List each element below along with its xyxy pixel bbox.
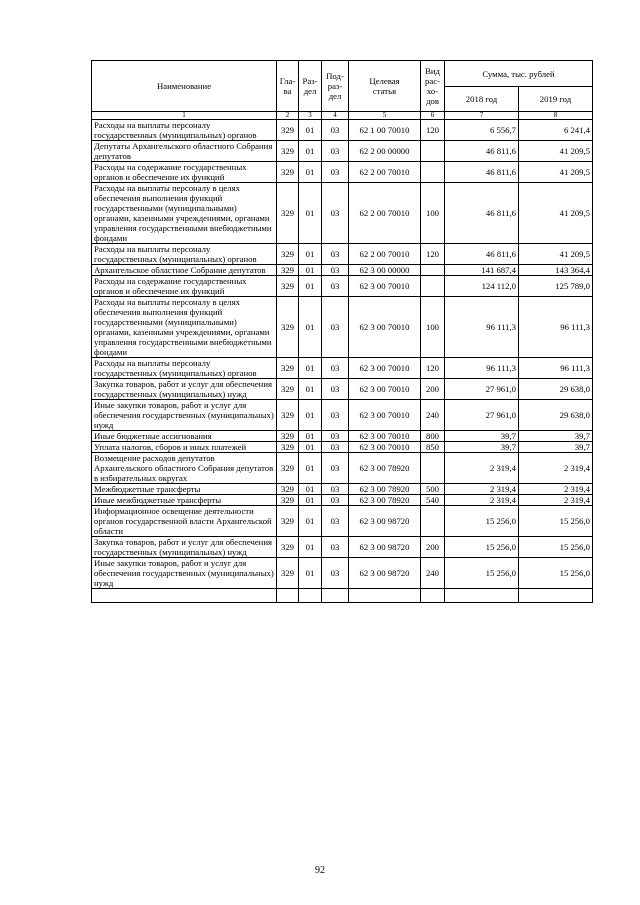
table-header — [92, 61, 593, 120]
cell-name: Иные закупки товаров, работ и услуг для обеспечения государственных (муниципальных) нужд — [92, 400, 277, 431]
empty-cell — [92, 589, 277, 603]
table-row — [92, 358, 593, 379]
cell-glava: 329 — [277, 297, 299, 358]
table-row — [92, 276, 593, 297]
cell-vid: 200 — [421, 537, 445, 558]
cell-glava: 329 — [277, 183, 299, 244]
cell-2019: 96 111,3 — [519, 297, 593, 358]
cell-2018: 15 256,0 — [445, 537, 519, 558]
cell-2019: 2 319,4 — [519, 484, 593, 495]
table-row — [92, 297, 593, 358]
cell-podrazdel: 03 — [322, 453, 349, 484]
table-row — [92, 379, 593, 400]
cell-2019: 39,7 — [519, 442, 593, 453]
cell-razdel: 01 — [299, 537, 322, 558]
header-glava-text: Гла- ва — [279, 76, 296, 96]
colnum-1: 1 — [92, 112, 277, 120]
cell-target: 62 3 00 70010 — [349, 379, 421, 400]
budget-table — [91, 60, 593, 603]
table-row — [92, 400, 593, 431]
cell-razdel: 01 — [299, 141, 322, 162]
cell-razdel: 01 — [299, 484, 322, 495]
cell-name: Закупка товаров, работ и услуг для обеспечения государственных (муниципальных) нужд — [92, 379, 277, 400]
cell-glava: 329 — [277, 442, 299, 453]
cell-vid: 120 — [421, 244, 445, 265]
table-row — [92, 537, 593, 558]
header-vid-text: Вид рас- хо- дов — [425, 66, 440, 106]
cell-razdel: 01 — [299, 265, 322, 276]
cell-target: 62 3 00 98720 — [349, 506, 421, 537]
colnum-3: 3 — [299, 112, 322, 120]
cell-vid: 800 — [421, 431, 445, 442]
cell-2018: 2 319,4 — [445, 495, 519, 506]
cell-podrazdel: 03 — [322, 442, 349, 453]
cell-podrazdel: 03 — [322, 183, 349, 244]
cell-name: Архангельское областное Собрание депутатов — [92, 265, 277, 276]
cell-2019: 29 638,0 — [519, 379, 593, 400]
cell-target: 62 3 00 78920 — [349, 484, 421, 495]
colnum-6: 6 — [421, 112, 445, 120]
cell-target: 62 3 00 98720 — [349, 558, 421, 589]
cell-podrazdel: 03 — [322, 495, 349, 506]
cell-2018: 39,7 — [445, 442, 519, 453]
cell-vid: 120 — [421, 358, 445, 379]
cell-2018: 46 811,6 — [445, 162, 519, 183]
cell-vid: 500 — [421, 484, 445, 495]
cell-podrazdel: 03 — [322, 358, 349, 379]
cell-2019: 15 256,0 — [519, 506, 593, 537]
cell-podrazdel: 03 — [322, 244, 349, 265]
table-row — [92, 244, 593, 265]
cell-podrazdel: 03 — [322, 484, 349, 495]
cell-name: Иные межбюджетные трансферты — [92, 495, 277, 506]
empty-cell — [322, 589, 349, 603]
cell-name: Расходы на выплаты персоналу государственных (муниципальных) органов — [92, 358, 277, 379]
cell-vid — [421, 453, 445, 484]
cell-name: Закупка товаров, работ и услуг для обеспечения государственных (муниципальных) нужд — [92, 537, 277, 558]
cell-razdel: 01 — [299, 442, 322, 453]
cell-glava: 329 — [277, 431, 299, 442]
cell-2018: 2 319,4 — [445, 484, 519, 495]
cell-target: 62 3 00 70010 — [349, 442, 421, 453]
cell-podrazdel: 03 — [322, 379, 349, 400]
cell-razdel: 01 — [299, 379, 322, 400]
cell-name: Информационное освещение деятельности органов государственной власти Архангельской области — [92, 506, 277, 537]
cell-vid: 850 — [421, 442, 445, 453]
cell-glava: 329 — [277, 141, 299, 162]
cell-2018: 46 811,6 — [445, 183, 519, 244]
cell-vid: 240 — [421, 558, 445, 589]
cell-target: 62 3 00 70010 — [349, 431, 421, 442]
cell-2018: 96 111,3 — [445, 297, 519, 358]
cell-razdel: 01 — [299, 495, 322, 506]
cell-podrazdel: 03 — [322, 506, 349, 537]
cell-2019: 15 256,0 — [519, 537, 593, 558]
cell-name: Расходы на выплаты персоналу в целях обеспечения выполнения функций государственными (муниципальными) органами, казенными учреждениями, органами управления государственными внебюджетными фондами — [92, 297, 277, 358]
cell-glava: 329 — [277, 558, 299, 589]
cell-name: Иные закупки товаров, работ и услуг для обеспечения государственных (муниципальных) нужд — [92, 558, 277, 589]
table-row — [92, 453, 593, 484]
table-row — [92, 265, 593, 276]
cell-2018: 27 961,0 — [445, 400, 519, 431]
cell-vid: 200 — [421, 379, 445, 400]
header-vid — [421, 61, 445, 112]
table-row — [92, 183, 593, 244]
cell-2019: 125 789,0 — [519, 276, 593, 297]
cell-name: Иные бюджетные ассигнования — [92, 431, 277, 442]
cell-vid: 540 — [421, 495, 445, 506]
cell-name: Расходы на выплаты персоналу государственных (муниципальных) органов — [92, 244, 277, 265]
cell-podrazdel: 03 — [322, 537, 349, 558]
cell-2019: 6 241,4 — [519, 120, 593, 141]
empty-cell — [349, 589, 421, 603]
cell-razdel: 01 — [299, 358, 322, 379]
cell-razdel: 01 — [299, 431, 322, 442]
cell-razdel: 01 — [299, 183, 322, 244]
cell-razdel: 01 — [299, 400, 322, 431]
table-row — [92, 120, 593, 141]
cell-name: Расходы на содержание государственных органов и обеспечение их функций — [92, 162, 277, 183]
cell-glava: 329 — [277, 244, 299, 265]
table-row — [92, 162, 593, 183]
cell-name: Расходы на содержание государственных органов и обеспечение их функций — [92, 276, 277, 297]
cell-glava: 329 — [277, 162, 299, 183]
cell-glava: 329 — [277, 484, 299, 495]
cell-name: Депутаты Архангельского областного Собрания депутатов — [92, 141, 277, 162]
cell-target: 62 3 00 70010 — [349, 358, 421, 379]
cell-target: 62 3 00 98720 — [349, 537, 421, 558]
empty-cell — [421, 589, 445, 603]
cell-podrazdel: 03 — [322, 558, 349, 589]
cell-name: Межбюджетные трансферты — [92, 484, 277, 495]
header-razdel — [299, 61, 322, 112]
cell-glava: 329 — [277, 120, 299, 141]
cell-target: 62 1 00 70010 — [349, 120, 421, 141]
cell-target: 62 3 00 70010 — [349, 276, 421, 297]
cell-target: 62 3 00 78920 — [349, 495, 421, 506]
table-row — [92, 506, 593, 537]
header-sum: Сумма, тыс. рублей — [445, 61, 593, 87]
header-target-text: Целевая статья — [369, 76, 400, 96]
colnum-8: 8 — [519, 112, 593, 120]
cell-glava: 329 — [277, 276, 299, 297]
cell-glava: 329 — [277, 265, 299, 276]
header-year-2018: 2018 год — [445, 87, 519, 112]
header-target — [349, 61, 421, 112]
table-body — [92, 120, 593, 603]
cell-glava: 329 — [277, 379, 299, 400]
cell-podrazdel: 03 — [322, 297, 349, 358]
cell-name: Уплата налогов, сборов и иных платежей — [92, 442, 277, 453]
cell-2019: 29 638,0 — [519, 400, 593, 431]
cell-glava: 329 — [277, 537, 299, 558]
header-name: Наименование — [92, 61, 277, 112]
cell-2018: 27 961,0 — [445, 379, 519, 400]
cell-2019: 2 319,4 — [519, 495, 593, 506]
colnum-2: 2 — [277, 112, 299, 120]
cell-2018: 46 811,6 — [445, 141, 519, 162]
cell-2019: 143 364,4 — [519, 265, 593, 276]
cell-vid: 240 — [421, 400, 445, 431]
cell-2018: 141 687,4 — [445, 265, 519, 276]
colnum-5: 5 — [349, 112, 421, 120]
cell-name: Расходы на выплаты персоналу государственных (муниципальных) органов — [92, 120, 277, 141]
cell-vid: 100 — [421, 297, 445, 358]
cell-2019: 2 319,4 — [519, 453, 593, 484]
cell-target: 62 2 00 70010 — [349, 183, 421, 244]
cell-target: 62 3 00 70010 — [349, 297, 421, 358]
cell-glava: 329 — [277, 506, 299, 537]
cell-vid — [421, 506, 445, 537]
empty-cell — [519, 589, 593, 603]
cell-name: Возмещение расходов депутатов Архангельского областного Собрания депутатов в избирательных округах — [92, 453, 277, 484]
table-row — [92, 431, 593, 442]
cell-glava: 329 — [277, 358, 299, 379]
cell-razdel: 01 — [299, 244, 322, 265]
empty-cell — [299, 589, 322, 603]
table-row — [92, 484, 593, 495]
cell-podrazdel: 03 — [322, 162, 349, 183]
empty-cell — [445, 589, 519, 603]
colnum-7: 7 — [445, 112, 519, 120]
header-razdel-text: Раз- дел — [302, 76, 318, 96]
cell-podrazdel: 03 — [322, 141, 349, 162]
header-glava — [277, 61, 299, 112]
cell-razdel: 01 — [299, 276, 322, 297]
cell-2018: 96 111,3 — [445, 358, 519, 379]
cell-2018: 39,7 — [445, 431, 519, 442]
colnum-4: 4 — [322, 112, 349, 120]
header-year-2019: 2019 год — [519, 87, 593, 112]
cell-podrazdel: 03 — [322, 265, 349, 276]
cell-2019: 39,7 — [519, 431, 593, 442]
cell-razdel: 01 — [299, 162, 322, 183]
cell-2018: 15 256,0 — [445, 506, 519, 537]
cell-vid — [421, 141, 445, 162]
table-row — [92, 442, 593, 453]
cell-razdel: 01 — [299, 297, 322, 358]
table-row-empty — [92, 589, 593, 603]
column-numbers-row — [92, 112, 593, 120]
cell-vid: 100 — [421, 183, 445, 244]
cell-glava: 329 — [277, 453, 299, 484]
cell-vid — [421, 265, 445, 276]
cell-target: 62 2 00 70010 — [349, 162, 421, 183]
cell-podrazdel: 03 — [322, 400, 349, 431]
cell-2019: 41 209,5 — [519, 244, 593, 265]
cell-vid — [421, 276, 445, 297]
cell-2019: 41 209,5 — [519, 183, 593, 244]
cell-glava: 329 — [277, 495, 299, 506]
header-podrazdel-text: Под- раз- дел — [326, 71, 344, 101]
cell-name: Расходы на выплаты персоналу в целях обеспечения выполнения функций государственными (муниципальными) органами, казенными учреждениями, органами управления государственными внебюджетными фондами — [92, 183, 277, 244]
cell-vid: 120 — [421, 120, 445, 141]
cell-2019: 41 209,5 — [519, 162, 593, 183]
cell-target: 62 3 00 70010 — [349, 400, 421, 431]
cell-2019: 41 209,5 — [519, 141, 593, 162]
cell-podrazdel: 03 — [322, 431, 349, 442]
cell-2018: 6 556,7 — [445, 120, 519, 141]
table-row — [92, 558, 593, 589]
cell-vid — [421, 162, 445, 183]
table-row — [92, 141, 593, 162]
cell-2018: 15 256,0 — [445, 558, 519, 589]
cell-2018: 124 112,0 — [445, 276, 519, 297]
cell-glava: 329 — [277, 400, 299, 431]
page-number: 92 — [315, 865, 325, 876]
cell-2019: 15 256,0 — [519, 558, 593, 589]
cell-2018: 46 811,6 — [445, 244, 519, 265]
cell-target: 62 2 00 70010 — [349, 244, 421, 265]
cell-podrazdel: 03 — [322, 120, 349, 141]
cell-razdel: 01 — [299, 506, 322, 537]
table-row — [92, 495, 593, 506]
cell-razdel: 01 — [299, 558, 322, 589]
cell-target: 62 3 00 78920 — [349, 453, 421, 484]
cell-razdel: 01 — [299, 453, 322, 484]
empty-cell — [277, 589, 299, 603]
cell-2019: 96 111,3 — [519, 358, 593, 379]
cell-target: 62 2 00 00000 — [349, 141, 421, 162]
cell-podrazdel: 03 — [322, 276, 349, 297]
cell-2018: 2 319,4 — [445, 453, 519, 484]
cell-razdel: 01 — [299, 120, 322, 141]
header-podrazdel — [322, 61, 349, 112]
cell-target: 62 3 00 00000 — [349, 265, 421, 276]
